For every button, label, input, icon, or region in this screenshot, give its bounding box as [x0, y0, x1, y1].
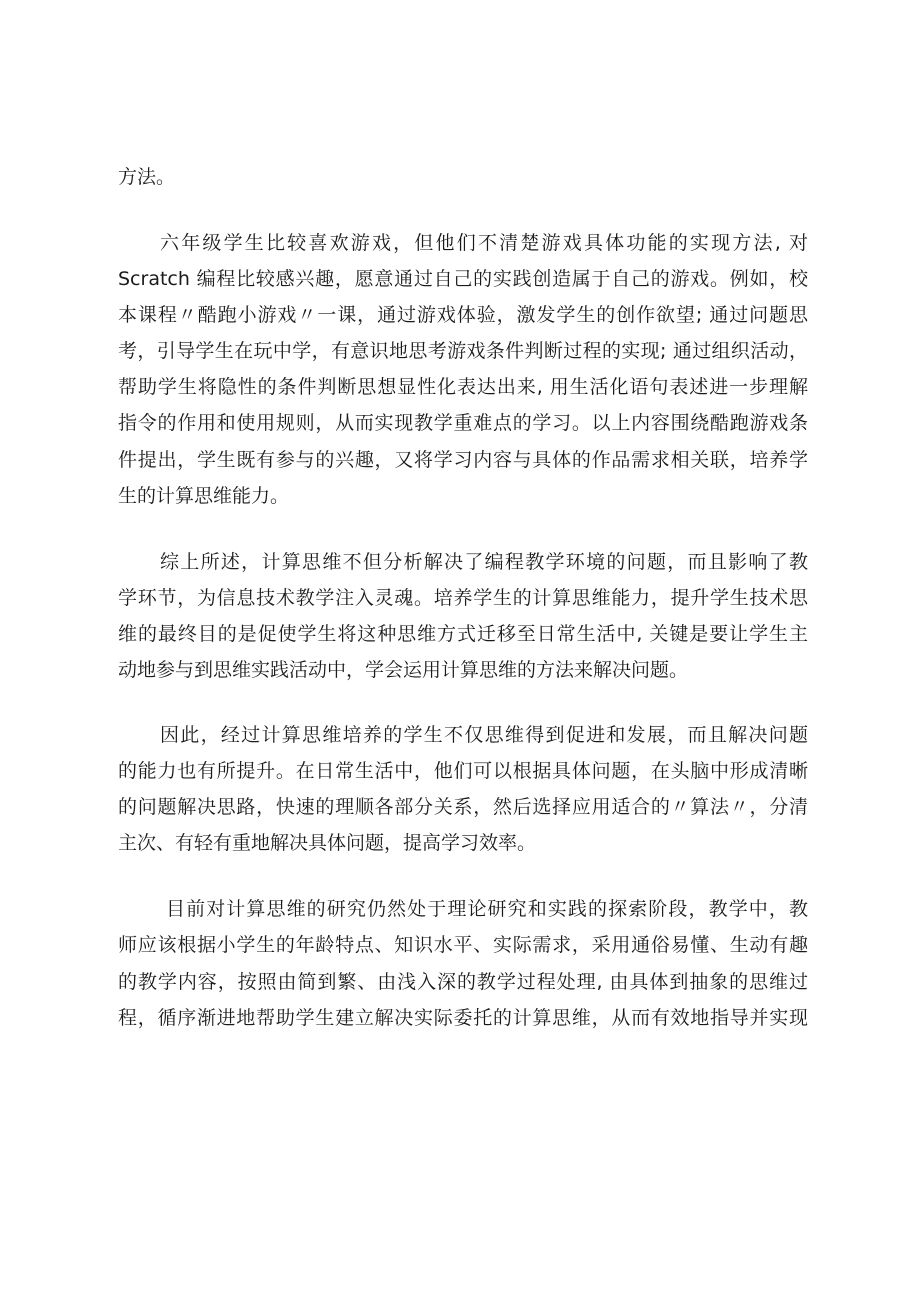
- paragraph-line: Scratch 编程比较感兴趣，愿意通过自己的实践创造属于自己的游戏。例如，校: [118, 268, 808, 290]
- paragraph-line: 维的最终目的是促使学生将这种思维方式迁移至日常生活中, 关键是要让学生主: [118, 623, 808, 645]
- paragraph-line: 六年级学生比较喜欢游戏，但他们不清楚游戏具体功能的实现方法, 对: [160, 232, 808, 254]
- paragraph-line: 帮助学生将隐性的条件判断思想显性化表达出来, 用生活化语句表述进一步理解: [118, 376, 808, 398]
- paragraph-line: 的问题解决思路，快速的理顺各部分关系，然后选择应用适合的〃算法〃，分清: [118, 796, 808, 818]
- paragraph-line: 学环节，为信息技术教学注入灵魂。培养学生的计算思维能力，提升学生技术思: [118, 587, 808, 609]
- paragraph-line: 师应该根据小学生的年龄特点、知识水平、实际需求，采用通俗易懂、生动有趣: [118, 934, 808, 956]
- paragraph-line: 件提出，学生既有参与的兴趣，又将学习内容与具体的作品需求相关联，培养学: [118, 449, 808, 471]
- paragraph-line: 主次、有轻有重地解决具体问题，提高学习效率。: [118, 832, 537, 854]
- paragraph-line: 指令的作用和使用规则，从而实现教学重难点的学习。以上内容围绕酷跑游戏条: [118, 412, 808, 434]
- paragraph-line: 的能力也有所提升。在日常生活中，他们可以根据具体问题，在头脑中形成清晰: [118, 760, 808, 782]
- paragraph-line: 动地参与到思维实践活动中，学会运用计算思维的方法来解决问题。: [118, 659, 689, 681]
- paragraph-line: 因此，经过计算思维培养的学生不仅思维得到促进和发展，而且解决问题: [160, 724, 808, 746]
- paragraph-line: 生的计算思维能力。: [118, 485, 290, 507]
- paragraph-line: 的教学内容，按照由简到繁、由浅入深的教学过程处理, 由具体到抽象的思维过: [118, 971, 808, 993]
- paragraph-line: 方法。: [118, 166, 176, 188]
- paragraph-line: 综上所述，计算思维不但分析解决了编程教学环境的问题，而且影响了教: [160, 551, 808, 573]
- paragraph-line: 本课程〃酷跑小游戏〃一课，通过游戏体验，激发学生的创作欲望; 通过问题思: [118, 304, 808, 326]
- paragraph-line: 目前对计算思维的研究仍然处于理论研究和实践的探索阶段，教学中，教: [166, 898, 808, 920]
- paragraph-line: 考，引导学生在玩中学，有意识地思考游戏条件判断过程的实现; 通过组织活动，: [118, 340, 808, 362]
- paragraph-line: 程，循序渐进地帮助学生建立解决实际委托的计算思维，从而有效地指导并实现: [118, 1007, 808, 1029]
